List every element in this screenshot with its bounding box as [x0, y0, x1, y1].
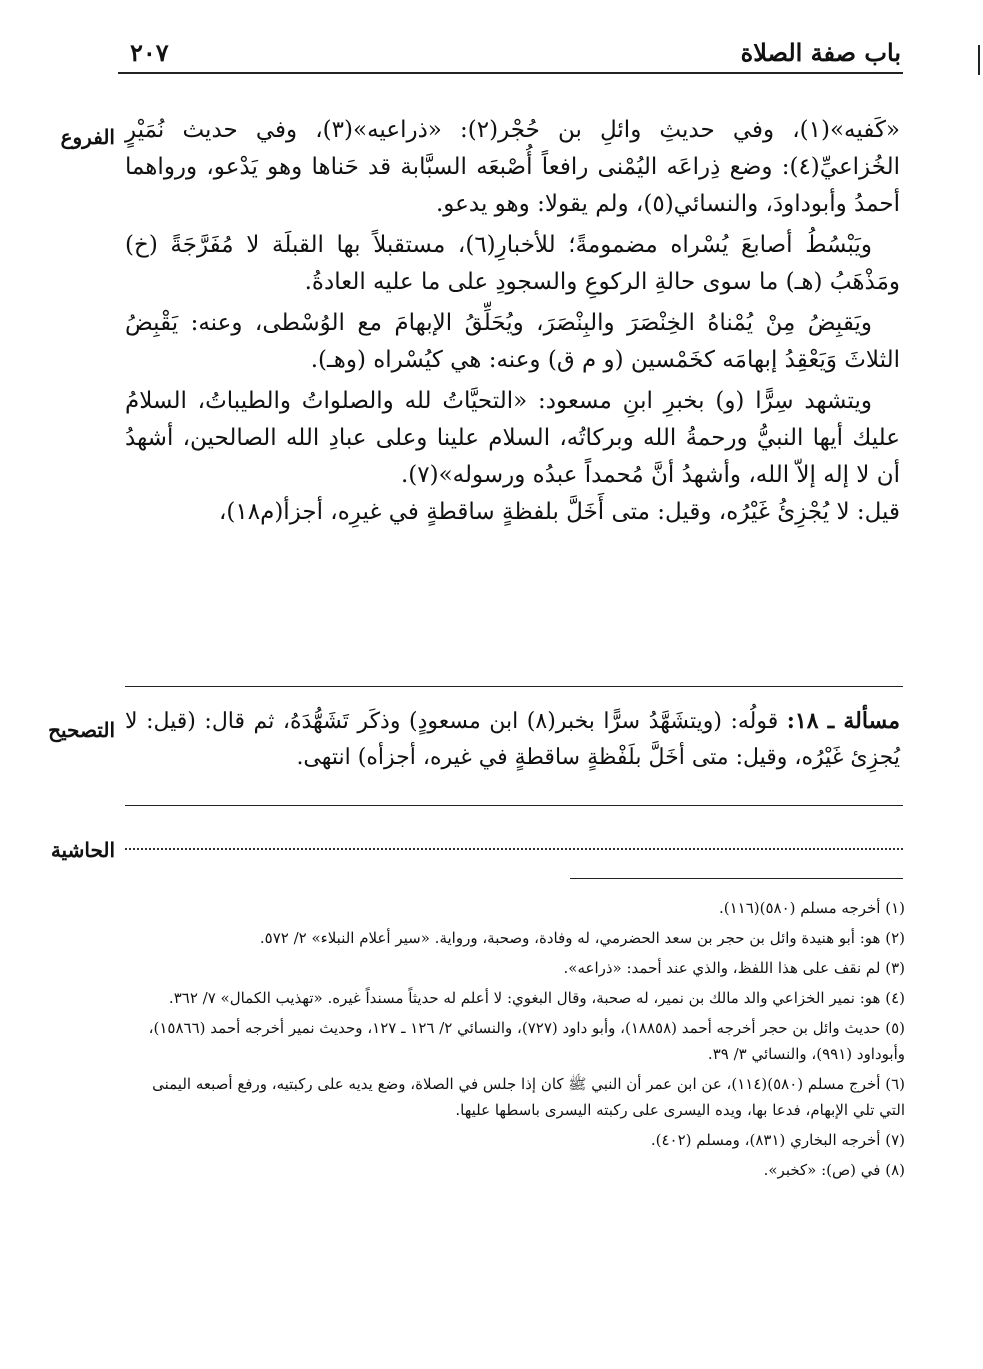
side-label-tashih: التصحيح [48, 718, 115, 742]
header-rule [118, 72, 903, 74]
tashih-body: قولُه: (ويتشَهَّدُ سرًّا بخبر(٨) ابن مسعودٍ) وذكَر تَشَهُّدَهُ، ثم قال: (قيل: لا يُجزِئ غَيْرُه، وقيل: متى أخَلَّ بلَفْظةٍ ساقطةٍ في غيره، أجزأه) انتهى. [125, 709, 900, 770]
footnote: (٣) لم نقف على هذا اللفظ، والذي عند أحمد: «ذراعه». [563, 959, 905, 977]
running-title: باب صفة الصلاة [740, 38, 901, 67]
footnotes [135, 895, 905, 1187]
main-paragraph-1: «كَفيه»(١)، وفي حديثِ وائلِ بن حُجْر(٢): «ذراعيه»(٣)، وفي حديث نُمَيْرٍ الخُزاعيِّ(٤): وضع ذِراعَه اليُمْنى رافعاً أُصْبعَه السبَّابة قد حَناها وهو يَدْعو، ورواهما أحمدُ وأبوداودَ، والنسائي(٥)، ولم يقولا: وهو يدعو. [125, 117, 900, 217]
footnote: (١) أخرجه مسلم (٥٨٠)(١١٦). [718, 899, 905, 917]
footnote: (٨) في (ص): «كخبر». [763, 1161, 905, 1179]
main-paragraph-3: ويَقبِضُ مِنْ يُمْناهُ الخِنْصَرَ والبِنْصَرَ، ويُحَلِّقُ الإبهامَ مع الوُسْطى، وعنه: يَقْبِضُ الثلاثَ وَيَعْقِدُ إبهامَه كخَمْسين (و م ق) وعنه: هي كيُسْراه (وهـ). [125, 310, 900, 373]
section-rule-bottom [125, 805, 903, 806]
side-label-furu: الفروع [60, 125, 115, 149]
mas-ala-label: مسألة ـ ١٨: [786, 708, 900, 734]
footnote: (٤) هو: نمير الخزاعي والد مالك بن نمير، له صحبة، وقال البغوي: لا أعلم له حديثاً مسنداً غيره. «تهذيب الكمال» ٧/ ٣٦٢. [168, 989, 905, 1007]
page-edge-mark [978, 45, 980, 75]
main-paragraph-2: ويَبْسُطُ أصابعَ يُسْراه مضمومةً؛ للأخبارِ(٦)، مستقبلاً بها القبلَة لا مُفَرَّجَةً (خ) ومَذْهَبُ (هـ) ما سوى حالةِ الركوعِ والسجودِ على ما عليه العادةُ. [125, 232, 900, 295]
side-label-hashiya: الحاشية [50, 838, 115, 862]
hashiya-dotted-line [125, 848, 903, 850]
footnote: (٦) أخرج مسلم (٥٨٠)(١١٤)، عن ابن عمر أن النبي ﷺ كان إذا جلس في الصلاة، وضع يديه على ركبتيه، ورفع أصبعه اليمنى التي تلي الإبهام، فدعا بها، ويده اليسرى على ركبته اليسرى باسطها عليها. [152, 1075, 905, 1119]
section-rule-top [125, 686, 903, 687]
footnote-rule [570, 878, 903, 879]
main-text [125, 112, 900, 531]
footnote: (٥) حديث وائل بن حجر أخرجه أحمد (١٨٨٥٨)، وأبو داود (٧٢٧)، والنسائي ٢/ ١٢٦ ـ ١٢٧، وحديث نمير أخرجه أحمد (١٥٨٦٦)، وأبوداود (٩٩١)، والنسائي ٣/ ٣٩. [148, 1019, 905, 1063]
tashih-text [125, 703, 900, 776]
footnote: (٢) هو: أبو هنيدة وائل بن حجر بن سعد الحضرمي، له وفادة، وصحبة، ورواية. «سير أعلام النبلاء» ٢/ ٥٧٢. [259, 929, 905, 947]
footnote: (٧) أخرجه البخاري (٨٣١)، ومسلم (٤٠٢). [650, 1131, 905, 1149]
main-paragraph-4: ويتشهد سِرًّا (و) بخبرِ ابنِ مسعود: «التحيَّاتُ لله والصلواتُ والطيباتُ، السلامُ عليك أيها النبيُّ ورحمةُ الله وبركاتُه، السلام علينا وعلى عبادِ الله الصالحين، أشهدُ أن لا إله إلاّ الله، وأشهدُ أنَّ مُحمداً عبدُه ورسوله»(٧). [125, 388, 900, 488]
page-number: ٢٠٧ [130, 38, 169, 67]
main-paragraph-5: قيل: لا يُجْزِئُ غَيْرُه، وقيل: متى أَخَلَّ بلفظةٍ ساقطةٍ في غيرِه، أجزأ(م١٨)، [218, 499, 900, 525]
